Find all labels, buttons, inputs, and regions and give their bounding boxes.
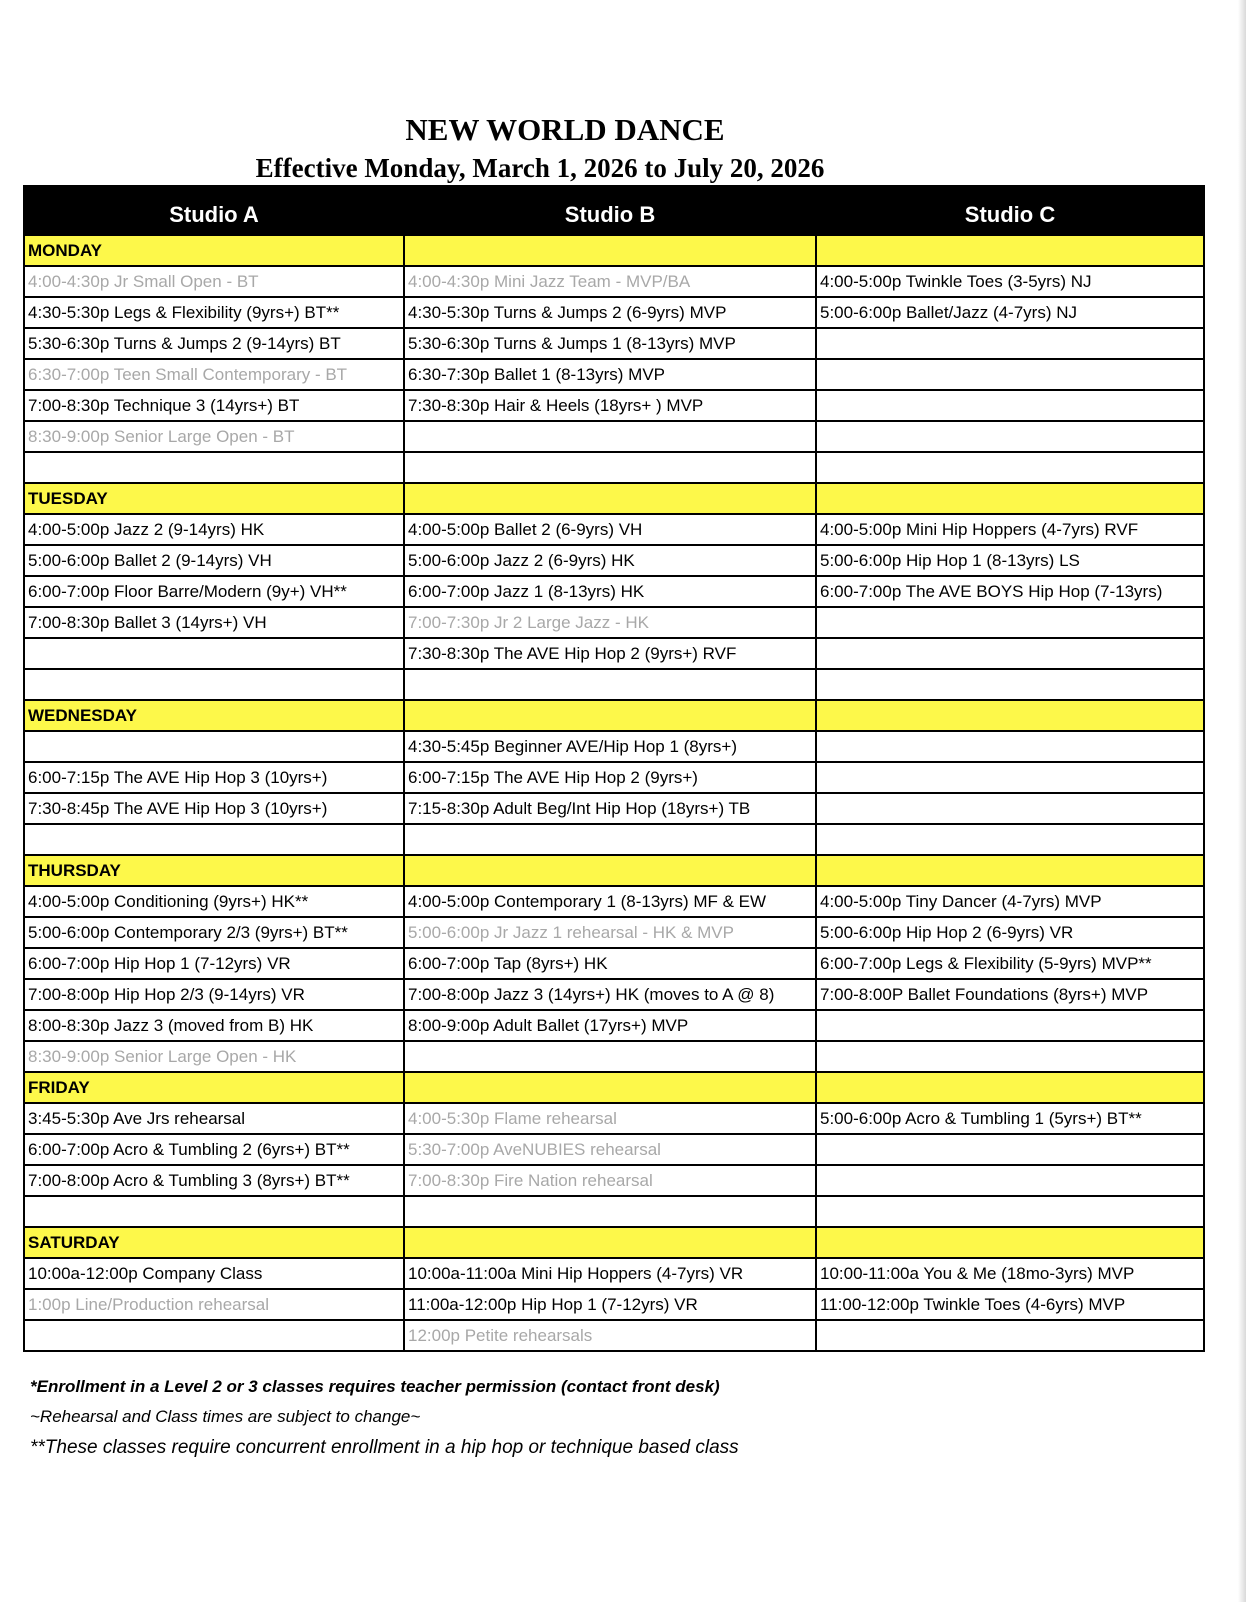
day-header-cell <box>404 855 816 886</box>
class-row <box>24 328 1204 359</box>
footnote-times-subject-to-change: ~Rehearsal and Class times are subject to change~ <box>30 1407 421 1426</box>
studio-b-class-cell: 5:30-6:30p Turns & Jumps 1 (8-13yrs) MVP <box>404 328 816 359</box>
studio-b-class-cell <box>404 1196 816 1227</box>
studio-c-class-cell: 4:00-5:00p Tiny Dancer (4-7yrs) MVP <box>816 886 1204 917</box>
studio-b-class-cell: 6:30-7:30p Ballet 1 (8-13yrs) MVP <box>404 359 816 390</box>
studio-b-class-cell: 6:00-7:00p Jazz 1 (8-13yrs) HK <box>404 576 816 607</box>
day-header-row <box>24 483 1204 514</box>
studio-c-class-cell: 4:00-5:00p Twinkle Toes (3-5yrs) NJ <box>816 266 1204 297</box>
class-row <box>24 731 1204 762</box>
class-row <box>24 1258 1204 1289</box>
studio-b-class-cell: 4:30-5:30p Turns & Jumps 2 (6-9yrs) MVP <box>404 297 816 328</box>
day-header-row <box>24 235 1204 266</box>
class-row <box>24 638 1204 669</box>
studio-b-header: Studio B <box>404 185 816 235</box>
studio-a-class-cell: 6:00-7:15p The AVE Hip Hop 3 (10yrs+) <box>24 762 404 793</box>
class-row <box>24 452 1204 483</box>
class-row <box>24 1103 1204 1134</box>
class-row <box>24 979 1204 1010</box>
day-header-cell <box>816 235 1204 266</box>
class-row <box>24 390 1204 421</box>
studio-a-class-cell: 8:30-9:00p Senior Large Open - BT <box>24 421 404 452</box>
studio-b-class-cell <box>404 1041 816 1072</box>
studio-c-class-cell <box>816 1041 1204 1072</box>
studio-c-class-cell <box>816 824 1204 855</box>
day-header-cell <box>404 1072 816 1103</box>
studio-c-class-cell: 5:00-6:00p Hip Hop 1 (8-13yrs) LS <box>816 545 1204 576</box>
studio-b-class-cell <box>404 824 816 855</box>
studio-c-class-cell <box>816 328 1204 359</box>
class-row <box>24 948 1204 979</box>
studio-c-class-cell <box>816 1010 1204 1041</box>
studio-a-class-cell: 6:00-7:00p Floor Barre/Modern (9y+) VH** <box>24 576 404 607</box>
studio-b-class-cell: 11:00a-12:00p Hip Hop 1 (7-12yrs) VR <box>404 1289 816 1320</box>
class-row <box>24 669 1204 700</box>
class-row <box>24 1196 1204 1227</box>
studio-c-class-cell <box>816 607 1204 638</box>
studio-c-class-cell <box>816 1320 1204 1351</box>
studio-a-class-cell: 8:00-8:30p Jazz 3 (moved from B) HK <box>24 1010 404 1041</box>
studio-c-class-cell <box>816 359 1204 390</box>
studio-a-class-cell: 7:00-8:00p Acro & Tumbling 3 (8yrs+) BT** <box>24 1165 404 1196</box>
studio-a-class-cell: 10:00a-12:00p Company Class <box>24 1258 404 1289</box>
studio-c-class-cell: 7:00-8:00P Ballet Foundations (8yrs+) MVP <box>816 979 1204 1010</box>
studio-b-class-cell: 7:00-8:00p Jazz 3 (14yrs+) HK (moves to A @ 8) <box>404 979 816 1010</box>
studio-c-class-cell <box>816 1196 1204 1227</box>
studio-c-class-cell: 6:00-7:00p The AVE BOYS Hip Hop (7-13yrs) <box>816 576 1204 607</box>
studio-c-class-cell <box>816 731 1204 762</box>
page-title: NEW WORLD DANCE <box>405 112 725 147</box>
class-row <box>24 607 1204 638</box>
studio-a-class-cell: 6:00-7:00p Acro & Tumbling 2 (6yrs+) BT** <box>24 1134 404 1165</box>
page-subtitle: Effective Monday, March 1, 2026 to July 20, 2026 <box>255 153 825 183</box>
studio-b-class-cell: 7:00-8:30p Fire Nation rehearsal <box>404 1165 816 1196</box>
studio-b-class-cell: 8:00-9:00p Adult Ballet (17yrs+) MVP <box>404 1010 816 1041</box>
studio-a-class-cell: 4:00-4:30p Jr Small Open - BT <box>24 266 404 297</box>
studio-c-class-cell <box>816 452 1204 483</box>
day-header-cell <box>816 855 1204 886</box>
studio-c-class-cell: 10:00-11:00a You & Me (18mo-3yrs) MVP <box>816 1258 1204 1289</box>
studio-a-class-cell <box>24 1196 404 1227</box>
class-row <box>24 886 1204 917</box>
studio-a-class-cell: 7:30-8:45p The AVE Hip Hop 3 (10yrs+) <box>24 793 404 824</box>
studio-b-class-cell: 6:00-7:00p Tap (8yrs+) HK <box>404 948 816 979</box>
studio-b-class-cell: 7:30-8:30p Hair & Heels (18yrs+ ) MVP <box>404 390 816 421</box>
schedule-table <box>23 185 1205 1352</box>
studio-a-class-cell: 4:30-5:30p Legs & Flexibility (9yrs+) BT** <box>24 297 404 328</box>
class-row <box>24 1010 1204 1041</box>
studio-a-class-cell <box>24 638 404 669</box>
day-header-cell <box>816 1227 1204 1258</box>
studio-c-class-cell: 5:00-6:00p Acro & Tumbling 1 (5yrs+) BT** <box>816 1103 1204 1134</box>
studio-c-class-cell <box>816 762 1204 793</box>
day-header-cell <box>816 483 1204 514</box>
day-label: WEDNESDAY <box>24 700 404 731</box>
studio-b-class-cell: 4:30-5:45p Beginner AVE/Hip Hop 1 (8yrs+) <box>404 731 816 762</box>
studio-a-class-cell: 5:00-6:00p Ballet 2 (9-14yrs) VH <box>24 545 404 576</box>
class-row <box>24 824 1204 855</box>
footnote-enrollment: *Enrollment in a Level 2 or 3 classes requires teacher permission (contact front desk) <box>30 1377 720 1396</box>
studio-a-class-cell: 6:30-7:00p Teen Small Contemporary - BT <box>24 359 404 390</box>
day-header-cell <box>816 700 1204 731</box>
studio-c-class-cell <box>816 1165 1204 1196</box>
class-row <box>24 1165 1204 1196</box>
studio-b-class-cell: 5:00-6:00p Jr Jazz 1 rehearsal - HK & MVP <box>404 917 816 948</box>
class-row <box>24 266 1204 297</box>
studio-c-class-cell: 6:00-7:00p Legs & Flexibility (5-9yrs) MVP** <box>816 948 1204 979</box>
day-label: FRIDAY <box>24 1072 404 1103</box>
studio-a-class-cell <box>24 731 404 762</box>
studio-a-class-cell: 7:00-8:30p Technique 3 (14yrs+) BT <box>24 390 404 421</box>
class-row <box>24 762 1204 793</box>
day-label: SATURDAY <box>24 1227 404 1258</box>
studio-a-class-cell: 8:30-9:00p Senior Large Open - HK <box>24 1041 404 1072</box>
studio-c-class-cell: 11:00-12:00p Twinkle Toes (4-6yrs) MVP <box>816 1289 1204 1320</box>
class-row <box>24 793 1204 824</box>
studio-b-class-cell: 5:00-6:00p Jazz 2 (6-9yrs) HK <box>404 545 816 576</box>
footnotes <box>30 1372 739 1463</box>
studio-b-class-cell: 4:00-5:00p Ballet 2 (6-9yrs) VH <box>404 514 816 545</box>
class-row <box>24 917 1204 948</box>
class-row <box>24 297 1204 328</box>
studio-a-class-cell: 5:30-6:30p Turns & Jumps 2 (9-14yrs) BT <box>24 328 404 359</box>
class-row <box>24 421 1204 452</box>
studio-c-class-cell: 5:00-6:00p Ballet/Jazz (4-7yrs) NJ <box>816 297 1204 328</box>
day-header-cell <box>404 483 816 514</box>
day-label: TUESDAY <box>24 483 404 514</box>
day-header-row <box>24 855 1204 886</box>
studio-a-class-cell: 6:00-7:00p Hip Hop 1 (7-12yrs) VR <box>24 948 404 979</box>
class-row <box>24 1041 1204 1072</box>
studio-a-header: Studio A <box>24 185 404 235</box>
studio-c-class-cell <box>816 669 1204 700</box>
studio-b-class-cell: 4:00-5:00p Contemporary 1 (8-13yrs) MF & EW <box>404 886 816 917</box>
studio-a-class-cell <box>24 824 404 855</box>
studio-b-class-cell: 6:00-7:15p The AVE Hip Hop 2 (9yrs+) <box>404 762 816 793</box>
studio-b-class-cell: 7:30-8:30p The AVE Hip Hop 2 (9yrs+) RVF <box>404 638 816 669</box>
studio-c-class-cell <box>816 638 1204 669</box>
day-header-cell <box>404 235 816 266</box>
day-header-row <box>24 1227 1204 1258</box>
day-header-row <box>24 700 1204 731</box>
studio-a-class-cell: 4:00-5:00p Jazz 2 (9-14yrs) HK <box>24 514 404 545</box>
class-row <box>24 1134 1204 1165</box>
studio-c-class-cell: 4:00-5:00p Mini Hip Hoppers (4-7yrs) RVF <box>816 514 1204 545</box>
studio-c-class-cell <box>816 421 1204 452</box>
class-row <box>24 1320 1204 1351</box>
day-header-cell <box>404 700 816 731</box>
studio-b-class-cell: 4:00-5:30p Flame rehearsal <box>404 1103 816 1134</box>
day-label: MONDAY <box>24 235 404 266</box>
studio-header-row <box>24 185 1204 235</box>
studio-b-class-cell: 7:15-8:30p Adult Beg/Int Hip Hop (18yrs+) TB <box>404 793 816 824</box>
studio-a-class-cell: 3:45-5:30p Ave Jrs rehearsal <box>24 1103 404 1134</box>
studio-b-class-cell <box>404 452 816 483</box>
studio-b-class-cell <box>404 421 816 452</box>
studio-b-class-cell: 10:00a-11:00a Mini Hip Hoppers (4-7yrs) VR <box>404 1258 816 1289</box>
studio-a-class-cell: 5:00-6:00p Contemporary 2/3 (9yrs+) BT** <box>24 917 404 948</box>
day-header-cell <box>816 1072 1204 1103</box>
class-row <box>24 576 1204 607</box>
studio-a-class-cell <box>24 1320 404 1351</box>
studio-c-class-cell: 5:00-6:00p Hip Hop 2 (6-9yrs) VR <box>816 917 1204 948</box>
studio-b-class-cell: 12:00p Petite rehearsals <box>404 1320 816 1351</box>
studio-b-class-cell: 4:00-4:30p Mini Jazz Team - MVP/BA <box>404 266 816 297</box>
day-header-cell <box>404 1227 816 1258</box>
studio-b-class-cell <box>404 669 816 700</box>
footnote-concurrent-enrollment: **These classes require concurrent enrollment in a hip hop or technique based class <box>30 1437 739 1458</box>
studio-a-class-cell <box>24 452 404 483</box>
studio-a-class-cell: 7:00-8:30p Ballet 3 (14yrs+) VH <box>24 607 404 638</box>
studio-a-class-cell: 4:00-5:00p Conditioning (9yrs+) HK** <box>24 886 404 917</box>
studio-a-class-cell <box>24 669 404 700</box>
page-edge-shadow <box>1238 0 1246 1602</box>
studio-b-class-cell: 5:30-7:00p AveNUBIES rehearsal <box>404 1134 816 1165</box>
day-header-row <box>24 1072 1204 1103</box>
studio-c-class-cell <box>816 793 1204 824</box>
studio-b-class-cell: 7:00-7:30p Jr 2 Large Jazz - HK <box>404 607 816 638</box>
class-row <box>24 359 1204 390</box>
studio-a-class-cell: 1:00p Line/Production rehearsal <box>24 1289 404 1320</box>
studio-c-class-cell <box>816 390 1204 421</box>
schedule-body <box>24 235 1204 1351</box>
class-row <box>24 545 1204 576</box>
studio-a-class-cell: 7:00-8:00p Hip Hop 2/3 (9-14yrs) VR <box>24 979 404 1010</box>
studio-c-class-cell <box>816 1134 1204 1165</box>
studio-c-header: Studio C <box>816 185 1204 235</box>
class-row <box>24 1289 1204 1320</box>
day-label: THURSDAY <box>24 855 404 886</box>
class-row <box>24 514 1204 545</box>
